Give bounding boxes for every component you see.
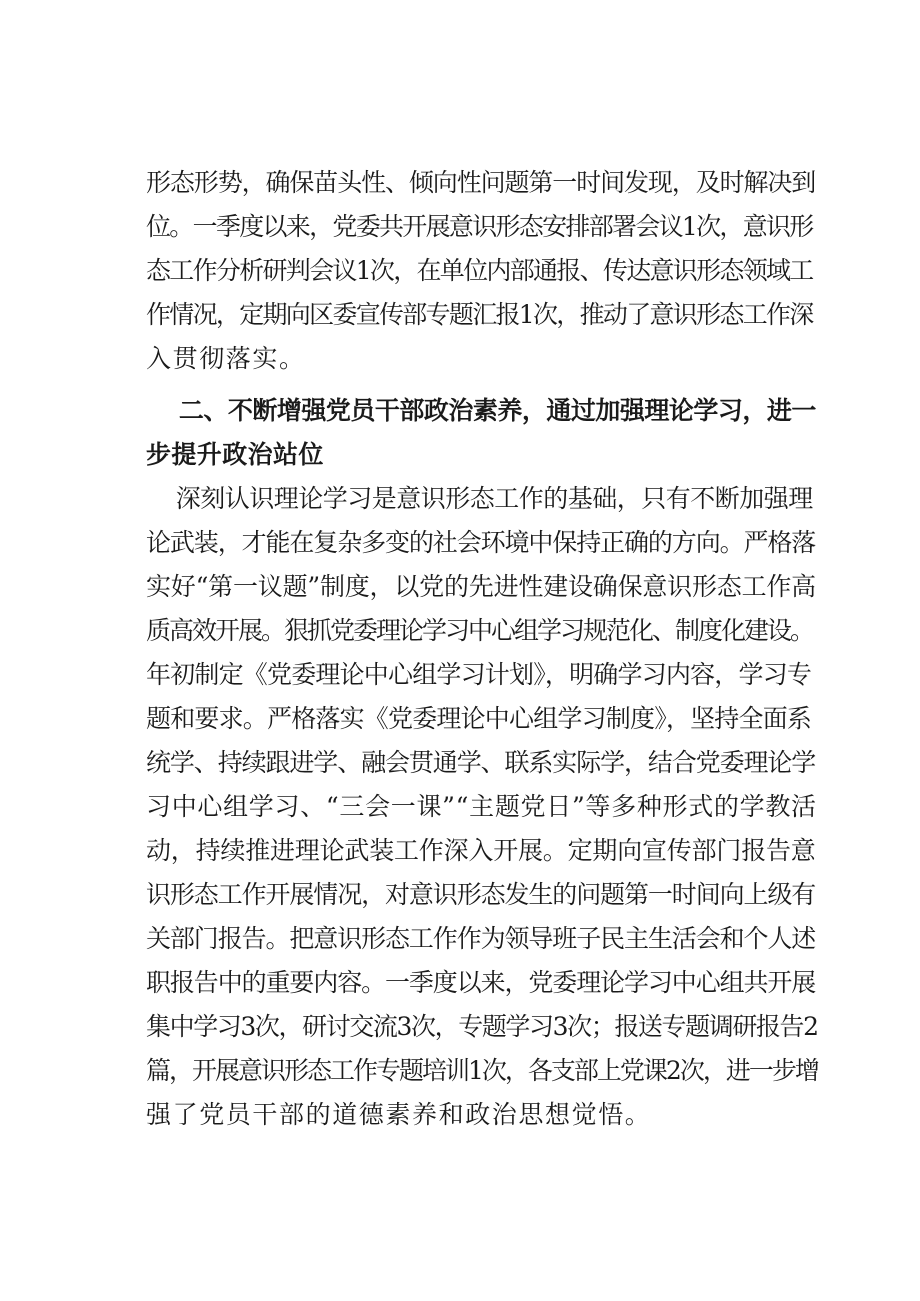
- text-line: 年初制定《党委理论中心组学习计划》，明确学习内容，学习专: [146, 660, 812, 689]
- text-line: 实好“第一议题”制度，以党的先进性建设确保意识形态工作高: [146, 572, 816, 601]
- text-line: 识形态工作开展情况，对意识形态发生的问题第一时间向上级有: [146, 880, 816, 909]
- spacer: [146, 381, 810, 389]
- text-line: 集中学习3次，研讨交流3次，专题学习3次；报送专题调研报告2: [146, 1012, 818, 1041]
- text-line: 深刻认识理论学习是意识形态工作的基础，只有不断加强理: [146, 484, 813, 513]
- text-line: 关部门报告。把意识形态工作作为领导班子民主生活会和个人述: [146, 924, 816, 953]
- text-line: 质高效开展。狠抓党委理论学习中心组学习规范化、制度化建设。: [146, 616, 814, 645]
- text-line: 强了党员干部的道德素养和政治思想觉悟。: [146, 1100, 652, 1129]
- text-line: 动，持续推进理论武装工作深入开展。定期向宣传部门报告意: [146, 836, 816, 865]
- text-line: 态工作分析研判会议1次，在单位内部通报、传达意识形态领域工: [146, 256, 813, 285]
- text-line: 题和要求。严格落实《党委理论中心组学习制度》，坚持全面系: [146, 704, 812, 733]
- paragraph-body: [146, 477, 818, 1137]
- section-heading: [146, 389, 816, 477]
- text-line: 篇，开展意识形态工作专题培训1次，各支部上党课2次，进一步增: [146, 1056, 818, 1085]
- text-line: 入贯彻落实。: [146, 344, 306, 373]
- text-line: 位。一季度以来，党委共开展意识形态安排部署会议1次，意识形: [146, 212, 813, 241]
- text-line: 论武装，才能在复杂多变的社会环境中保持正确的方向。严格落: [146, 528, 816, 557]
- heading-line: 步提升政治站位: [146, 440, 324, 469]
- text-line: 统学、持续跟进学、融会贯通学、联系实际学，结合党委理论学: [146, 748, 816, 777]
- text-line: 职报告中的重要内容。一季度以来，党委理论学习中心组共开展: [146, 968, 816, 997]
- paragraph-continued: [146, 161, 816, 381]
- heading-line: 二、不断增强党员干部政治素养，通过加强理论学习，进一: [146, 396, 816, 425]
- text-line: 形态形势，确保苗头性、倾向性问题第一时间发现，及时解决到: [146, 168, 816, 197]
- text-line: 习中心组学习、“三会一课”“主题党日”等多种形式的学教活: [146, 792, 817, 821]
- text-line: 作情况，定期向区委宣传部专题汇报1次，推动了意识形态工作深: [146, 300, 813, 329]
- document-body: [146, 161, 818, 1137]
